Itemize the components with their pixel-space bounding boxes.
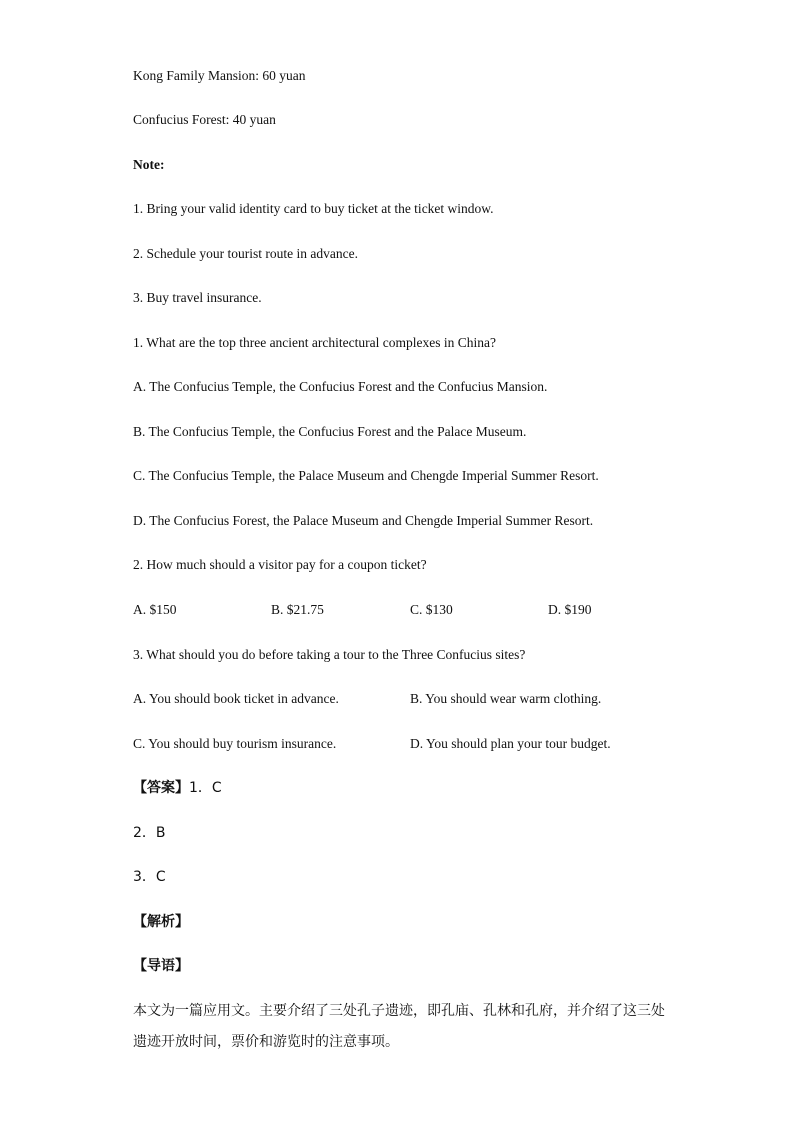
question-3-option-a: A. You should book ticket in advance. [133, 691, 339, 706]
question-2-option-d: D. $190 [548, 602, 592, 617]
answer-1: 1．C [189, 780, 222, 796]
answer-label: 【答案】 [133, 780, 189, 796]
question-1-option-b: B. The Confucius Temple, the Confucius Forest and the Palace Museum. [133, 424, 527, 439]
analysis-heading: 【解析】 [133, 914, 189, 930]
question-2-option-c: C. $130 [410, 602, 453, 617]
question-2-option-a: A. $150 [133, 602, 177, 617]
question-3-option-c: C. You should buy tourism insurance. [133, 736, 337, 751]
note-item-2: 2. Schedule your tourist route in advance. [133, 246, 358, 261]
answer-2: 2．B [133, 825, 166, 841]
question-3: 3. What should you do before taking a tour to the Three Confucius sites? [133, 647, 526, 662]
question-2-option-b: B. $21.75 [271, 602, 324, 617]
question-1-option-c: C. The Confucius Temple, the Palace Museum and Chengde Imperial Summer Resort. [133, 468, 599, 483]
answer-3: 3．C [133, 869, 166, 885]
note-item-1: 1. Bring your valid identity card to buy ticket at the ticket window. [133, 201, 494, 216]
intro-heading: 【导语】 [133, 958, 189, 974]
question-1: 1. What are the top three ancient architectural complexes in China? [133, 335, 496, 350]
price-kong-family-mansion: Kong Family Mansion: 60 yuan [133, 68, 306, 83]
intro-paragraph-line-2: 遗迹开放时间，票价和游览时的注意事项。 [133, 1034, 399, 1050]
intro-paragraph-line-1: 本文为一篇应用文。主要介绍了三处孔子遗迹，即孔庙、孔林和孔府，并介绍了这三处 [133, 1003, 665, 1019]
question-3-option-d: D. You should plan your tour budget. [410, 736, 611, 751]
answer-row-1 [133, 779, 222, 797]
question-3-option-b: B. You should wear warm clothing. [410, 691, 602, 706]
price-confucius-forest: Confucius Forest: 40 yuan [133, 112, 276, 127]
question-2: 2. How much should a visitor pay for a coupon ticket? [133, 557, 427, 572]
question-1-option-d: D. The Confucius Forest, the Palace Museum and Chengde Imperial Summer Resort. [133, 513, 594, 528]
note-heading: Note: [133, 157, 165, 172]
note-item-3: 3. Buy travel insurance. [133, 290, 262, 305]
question-1-option-a: A. The Confucius Temple, the Confucius Forest and the Confucius Mansion. [133, 379, 548, 394]
